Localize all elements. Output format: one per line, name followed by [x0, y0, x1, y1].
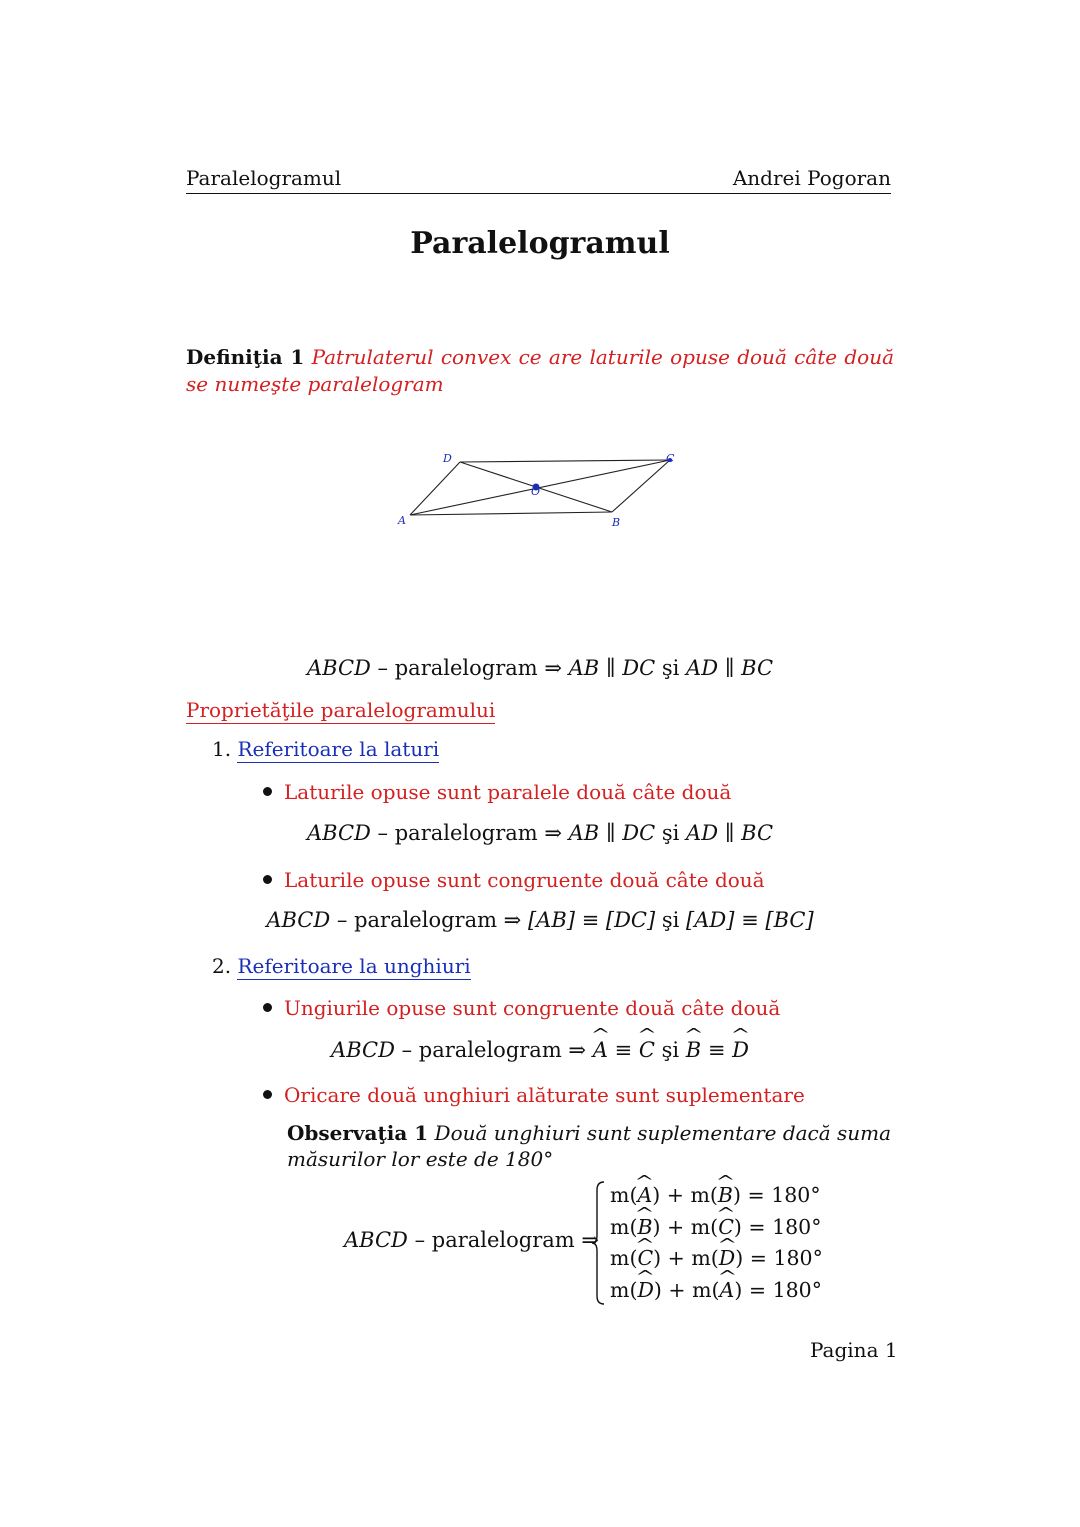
f1-mid: – paralelogram ⇒: [370, 821, 569, 845]
f3-angle-c: ^ C: [639, 1038, 655, 1062]
page-number: Pagina 1: [810, 1338, 898, 1362]
main-statement: [0, 656, 1080, 680]
sys-eq: ) = 180°: [734, 1277, 822, 1302]
f3-abcd: ABCD: [331, 1038, 395, 1062]
f3-mid: – paralelogram ⇒: [394, 1038, 593, 1062]
sys-r4-p: ^ D: [637, 1275, 653, 1306]
sys-m: m: [610, 1277, 630, 1302]
list-item: [263, 996, 780, 1020]
sys-m: m: [610, 1246, 630, 1270]
label-b: B: [612, 516, 621, 529]
sys-eq: ) = 180°: [733, 1214, 822, 1239]
stmt-mid: – paralelogram ⇒: [370, 656, 569, 680]
list-item: [263, 868, 765, 892]
stmt-ad: AD: [686, 656, 719, 680]
stmt-bc: BC: [741, 656, 774, 680]
section-2-number: 2.: [212, 954, 232, 978]
system-row-1: m(^ A) + m(^ B) = 180°: [610, 1180, 823, 1212]
label-d: D: [443, 452, 452, 465]
side-da: [410, 462, 460, 515]
system-row-4: m(^ D) + m(^ A) = 180°: [610, 1275, 823, 1307]
section-2-link[interactable]: Referitoare la unghiuri: [237, 954, 471, 978]
header-rule: [186, 193, 891, 194]
section-1-link[interactable]: Referitoare la laturi: [237, 737, 440, 761]
f2-cong2: ≡: [734, 908, 766, 932]
sys-r3-q: ^ D: [719, 1243, 735, 1274]
sys-mid: – paralelogram ⇒: [407, 1228, 599, 1252]
section-1-number: 1.: [212, 737, 232, 761]
formula-parallel-sides: [0, 821, 1080, 845]
stmt-and: şi: [655, 656, 687, 680]
system-row-2: m(^ B) + m(^ C) = 180°: [610, 1212, 823, 1244]
f2-dc: [DC]: [605, 908, 656, 932]
item-1-2-text: Laturile opuse sunt congruente două câte două: [284, 868, 765, 892]
definition-label: Definiţia 1: [186, 345, 305, 369]
sys-r1-q: ^ B: [718, 1180, 733, 1211]
sys-eq: ) = 180°: [733, 1183, 821, 1207]
formula-congruent-sides: [0, 908, 1080, 932]
f1-bc: BC: [741, 821, 774, 845]
sys-plus: ) + m(: [652, 1183, 718, 1207]
bullet-icon: [263, 787, 272, 796]
section-2-heading[interactable]: [212, 954, 471, 978]
sys-eq: ) = 180°: [735, 1246, 823, 1270]
system-brace: [590, 1180, 606, 1306]
sys-r4-q: ^ A: [720, 1275, 735, 1306]
f3-angle-d: ^ D: [732, 1038, 749, 1062]
side-ab: [410, 512, 612, 515]
observation-text: Două unghiuri sunt suplementare dacă suma măsurilor lor este de 180°: [287, 1121, 892, 1171]
item-1-1-text: Laturile opuse sunt paralele două câte două: [284, 780, 732, 804]
system-rows: [610, 1180, 823, 1306]
stmt-par1: ∥: [599, 656, 623, 680]
sys-r1-p: ^ A: [637, 1180, 652, 1211]
f1-par1: ∥: [599, 821, 623, 845]
f1-si: şi: [655, 821, 687, 845]
sys-r3-p: ^ C: [637, 1243, 653, 1274]
list-item: [263, 1083, 805, 1107]
f3-cong2: ≡: [701, 1038, 733, 1062]
f1-par2: ∥: [718, 821, 742, 845]
item-2-2-text: Oricare două unghiuri alăturate sunt suplementare: [284, 1083, 805, 1107]
observation-block: [287, 1120, 937, 1172]
f2-mid: – paralelogram ⇒: [330, 908, 528, 932]
properties-heading[interactable]: [186, 698, 495, 722]
label-a: A: [398, 514, 406, 527]
sys-plus: ) + m(: [653, 1277, 720, 1302]
f2-si: şi: [655, 908, 687, 932]
f3-angle-a: ^ A: [593, 1038, 608, 1062]
section-1-heading[interactable]: [212, 737, 439, 761]
f2-ab: [AB]: [527, 908, 575, 932]
f1-abcd: ABCD: [306, 821, 371, 845]
f2-bc: [BC]: [765, 908, 814, 932]
stmt-abcd: ABCD: [306, 656, 371, 680]
f3-angle-b: ^ B: [686, 1038, 701, 1062]
sys-m: m: [610, 1214, 630, 1239]
parallelogram-figure: [380, 440, 700, 540]
f2-ad: [AD]: [686, 908, 735, 932]
bullet-icon: [263, 875, 272, 884]
f1-dc: DC: [622, 821, 656, 845]
stmt-dc: DC: [622, 656, 656, 680]
bullet-icon: [263, 1003, 272, 1012]
bullet-icon: [263, 1090, 272, 1099]
definition-block: [186, 344, 894, 398]
system-lhs: [344, 1228, 599, 1252]
sys-plus: ) + m(: [652, 1214, 719, 1239]
label-o: O: [531, 485, 541, 498]
f3-cong1: ≡: [607, 1038, 639, 1062]
header-left: Paralelogramul: [186, 166, 342, 190]
list-item: [263, 780, 731, 804]
sys-m: m: [610, 1183, 630, 1207]
label-c: C: [666, 452, 675, 465]
f2-cong1: ≡: [574, 908, 606, 932]
side-bc: [612, 460, 670, 512]
observation-label: Observaţia 1: [287, 1121, 429, 1145]
item-2-1-text: Ungiurile opuse sunt congruente două câte două: [284, 996, 781, 1020]
sys-r2-q: ^ C: [718, 1212, 734, 1243]
f2-abcd: ABCD: [266, 908, 331, 932]
definition-text: Patrulaterul convex ce are laturile opuse două câte două se numeşte paralelogram: [186, 345, 895, 396]
f3-si: şi: [654, 1038, 686, 1062]
header-right: Andrei Pogoran: [732, 166, 891, 190]
f1-ad: AD: [686, 821, 719, 845]
page-title: Paralelogramul: [410, 226, 670, 261]
properties-heading-link[interactable]: Proprietăţile paralelogramului: [186, 698, 496, 722]
sys-abcd: ABCD: [344, 1228, 408, 1252]
stmt-par2: ∥: [718, 656, 742, 680]
stmt-ab: AB: [568, 656, 600, 680]
sys-plus: ) + m(: [653, 1246, 719, 1270]
system-row-3: m(^ C) + m(^ D) = 180°: [610, 1243, 823, 1275]
side-cd: [460, 460, 670, 462]
formula-opposite-angles: [0, 1038, 1080, 1062]
sys-r2-p: ^ B: [637, 1212, 652, 1243]
f1-ab: AB: [568, 821, 600, 845]
